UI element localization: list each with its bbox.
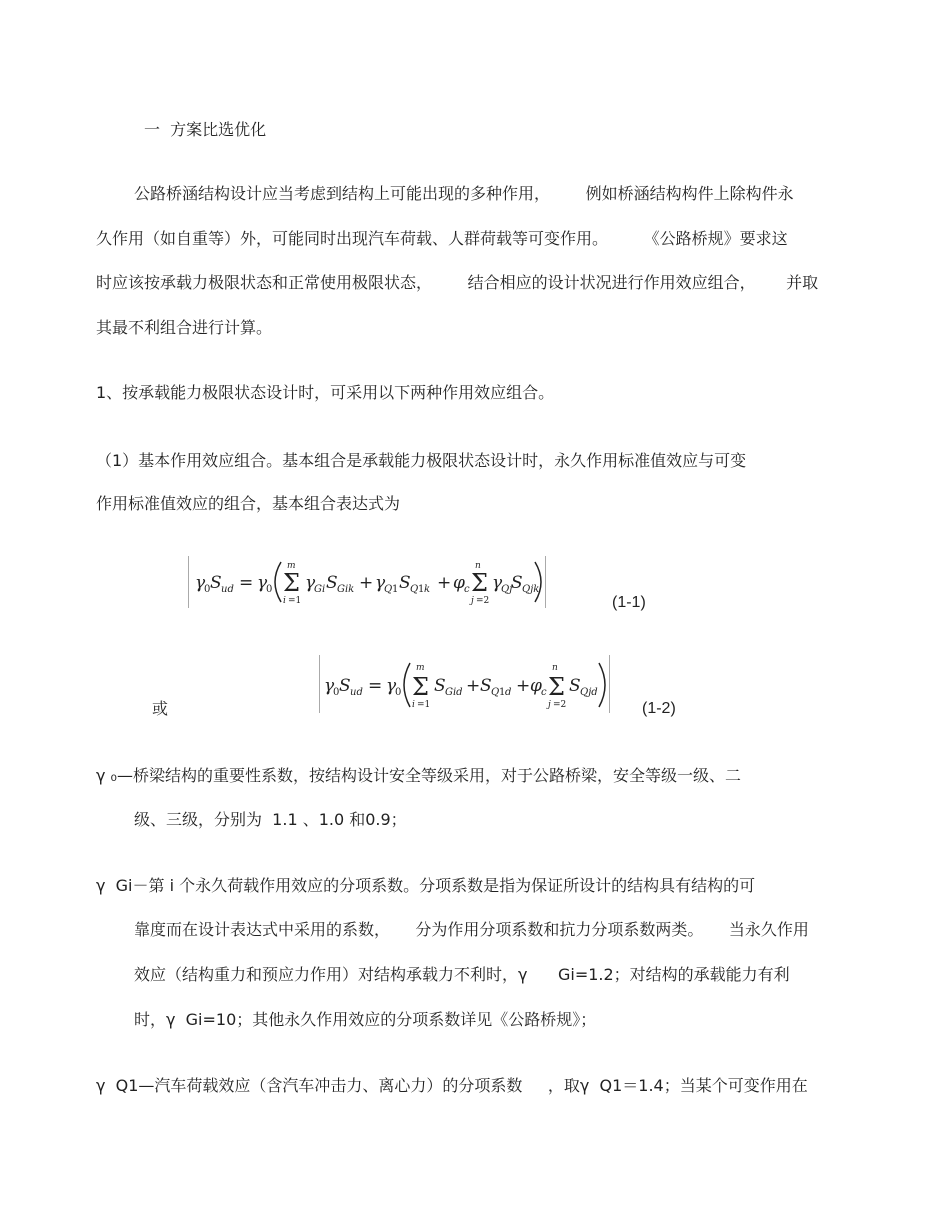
svg-text:=2: =2 (553, 700, 567, 710)
paragraph-1-line-3: 时应该按承载力极限状态和正常使用极限状态， 结合相应的设计状况进行作用效应组合， 并取 (96, 273, 819, 292)
svg-text:S: S (399, 573, 411, 593)
svg-text:m: m (416, 663, 425, 673)
svg-text:Qjd: Qjd (580, 687, 598, 698)
paragraph-1-line-2: 久作用（如自重等）外，可能同时出现汽车荷载、人群荷载等可变作用。 《公路桥规》要求这 (96, 229, 788, 248)
svg-text:S: S (480, 676, 492, 696)
formula-1-2-graphic (320, 655, 609, 713)
svg-text:c: c (464, 584, 470, 595)
svg-text:Q: Q (410, 584, 419, 595)
paragraph-1-line-4: 其最不利组合进行计算。 (96, 318, 273, 337)
svg-text:Q: Q (491, 687, 500, 698)
svg-text:S: S (326, 573, 338, 593)
svg-text:=1: =1 (417, 700, 431, 710)
svg-text:k: k (424, 584, 431, 595)
svg-text:Gi: Gi (314, 584, 326, 595)
svg-text:γ: γ (375, 573, 386, 593)
svg-text:Qjk: Qjk (522, 584, 540, 595)
svg-text:=: = (239, 573, 254, 593)
svg-text:Qj: Qj (501, 584, 513, 595)
svg-text:d: d (505, 687, 512, 698)
svg-text:Σ: Σ (548, 673, 565, 701)
svg-text:S: S (434, 676, 446, 696)
svg-text:Gid: Gid (445, 687, 463, 698)
svg-text:γ: γ (257, 573, 268, 593)
svg-text:S: S (511, 573, 523, 593)
svg-text:φ: φ (530, 676, 542, 696)
formula-1-2 (319, 655, 610, 713)
item-1-1-line-1: （1）基本作用效应组合。基本组合是承载能力极限状态设计时，永久作用标准值效应与可变 (96, 451, 747, 470)
def-gammaG-line-3: 效应（结构重力和预应力作用）对结构承载力不利时，γ Gi=1.2；对结构的承载能力有利 (134, 965, 790, 984)
svg-text:0: 0 (204, 584, 211, 595)
svg-text:c: c (541, 687, 547, 698)
svg-text:S: S (569, 676, 581, 696)
def-gammaG-line-1: γ Gi－第 i 个永久荷载作用效应的分项系数。分项系数是指为保证所设计的结构具有结构的可 (96, 876, 756, 895)
svg-text:S: S (339, 676, 351, 696)
svg-text:i: i (283, 596, 286, 606)
svg-text:m: m (287, 561, 296, 571)
svg-text:γ: γ (195, 573, 206, 593)
svg-text:ud: ud (350, 687, 363, 698)
svg-text:+: + (516, 676, 531, 696)
svg-text:γ: γ (492, 573, 503, 593)
svg-text:j: j (548, 700, 551, 710)
formula-1-1-number: (1-1) (612, 594, 646, 611)
svg-text:Q: Q (384, 584, 393, 595)
svg-text:Σ: Σ (412, 673, 429, 701)
paragraph-1-line-1: 公路桥涵结构设计应当考虑到结构上可能出现的多种作用， 例如桥涵结构构件上除构件永 (134, 184, 794, 203)
svg-text:ud: ud (221, 584, 234, 595)
svg-text:Σ: Σ (283, 569, 300, 597)
svg-text:Σ: Σ (471, 569, 488, 597)
svg-text:+: + (437, 573, 452, 593)
def-gamma0-line-2: 级、三级，分别为 1.1 、1.0 和0.9； (134, 810, 407, 829)
svg-text:=2: =2 (476, 596, 490, 606)
formula-1-2-number: (1-2) (642, 700, 676, 717)
svg-text:j: j (471, 596, 474, 606)
svg-text:0: 0 (266, 584, 273, 595)
svg-text:=: = (368, 676, 383, 696)
svg-text:S: S (210, 573, 222, 593)
formula-1-1-graphic (189, 556, 545, 608)
item-1-heading: 1、按承载能力极限状态设计时，可采用以下两种作用效应组合。 (96, 383, 555, 402)
svg-text:0: 0 (333, 687, 340, 698)
section-title: 一 方案比选优化 (144, 120, 267, 139)
svg-text:γ: γ (386, 676, 397, 696)
svg-text:Gik: Gik (337, 584, 355, 595)
def-gammaG-line-4: 时，γ Gi=10；其他永久作用效应的分项系数详见《公路桥规》； (134, 1010, 597, 1029)
svg-text:=1: =1 (288, 596, 302, 606)
svg-text:+: + (359, 573, 374, 593)
def-gammaQ1-line-1: γ Q1—汽车荷载效应（含汽车冲击力、离心力）的分项系数 ，取γ Q1＝1.4；当某个可变作用在 (96, 1076, 808, 1095)
item-1-1-line-2: 作用标准值效应的组合，基本组合表达式为 (96, 494, 401, 513)
svg-text:φ: φ (453, 573, 465, 593)
svg-text:i: i (412, 700, 415, 710)
svg-text:+: + (466, 676, 481, 696)
formula-1-1 (188, 556, 546, 608)
svg-text:0: 0 (395, 687, 402, 698)
svg-text:1: 1 (499, 687, 506, 698)
def-gammaG-line-2: 靠度而在设计表达式中采用的系数， 分为作用分项系数和抗力分项系数两类。 当永久作用 (134, 920, 809, 939)
def-gamma0-line-1: γ ₀—桥梁结构的重要性系数，按结构设计安全等级采用，对于公路桥梁，安全等级一级、二 (96, 766, 741, 785)
svg-text:γ: γ (324, 676, 335, 696)
svg-text:n: n (475, 561, 481, 571)
svg-text:1: 1 (392, 584, 399, 595)
or-label: 或 (152, 699, 169, 718)
svg-text:γ: γ (305, 573, 316, 593)
svg-text:n: n (552, 663, 558, 673)
svg-text:1: 1 (418, 584, 425, 595)
